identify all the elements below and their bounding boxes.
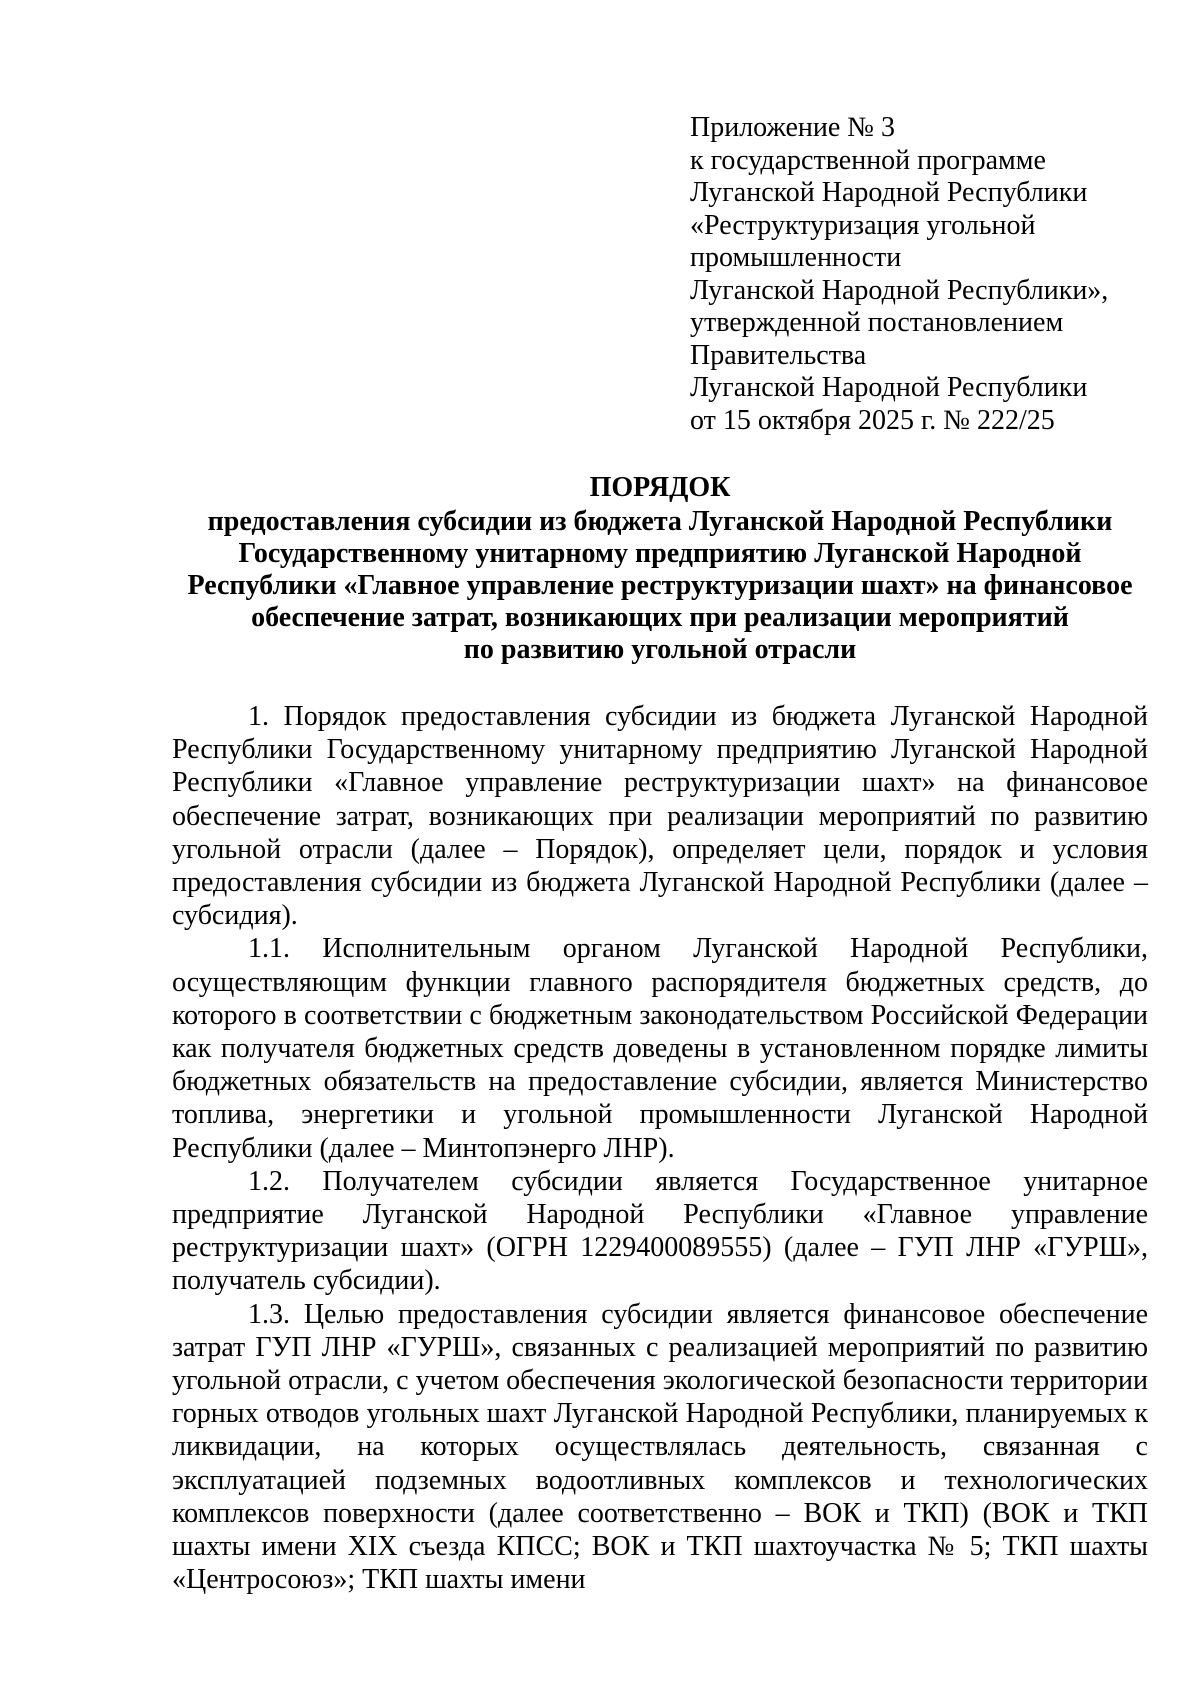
title-line: Государственному унитарному предприятию Луганской Народной <box>238 538 1082 569</box>
appendix-line: к государственной программе <box>690 144 1046 176</box>
title-line: Республики «Главное управление реструктуризации шахт» на финансовое <box>187 570 1133 601</box>
appendix-line: Приложение № 3 <box>690 112 895 143</box>
title-line: обеспечение затрат, возникающих при реализации мероприятий <box>251 602 1069 633</box>
paragraph-1: 1. Порядок предоставления субсидии из бюджета Луганской Народной Республики Государственному унитарному предприятию Луганской Народной Республики «Главное управление реструктуризации шахт» на финансовое обеспечение затрат, возникающих при реализации мероприятий по развитию угольной отрасли (далее – Порядок), определяет цели, порядок и условия предоставления субсидии из бюджета Луганской Народной Республики (далее – субсидия). <box>172 701 1148 932</box>
paragraph-1-3: 1.3. Целью предоставления субсидии является финансовое обеспечение затрат ГУП ЛНР «ГУРШ», связанных с реализацией мероприятий по развитию угольной отрасли, с учетом обеспечения экологической безопасности территории горных отводов угольных шахт Луганской Народной Республики, планируемых к ликвидации, на которых осуществлялась деятельность, связанная с эксплуатацией подземных водоотливных комплексов и технологических комплексов поверхности (далее соответственно – ВОК и ТКП) (ВОК и ТКП шахты имени XIX съезда КПСС; ВОК и ТКП шахтоучастка № 5; ТКП шахты «Центросоюз»; ТКП шахты имени <box>172 1298 1148 1596</box>
appendix-line: Правительства <box>690 339 867 371</box>
appendix-line: от 15 октября 2025 г. № 222/25 <box>690 404 1055 436</box>
document-title <box>172 472 1148 666</box>
title-line: предоставления субсидии из бюджета Луганской Народной Республики <box>207 506 1113 537</box>
appendix-line: утвержденной постановлением <box>690 307 1064 338</box>
paragraph-1-1: 1.1. Исполнительным органом Луганской Народной Республики, осуществляющим функции главного распорядителя бюджетных средств, до которого в соответствии с бюджетным законодательством Российской Федерации как получателя бюджетных средств доведены в установленном порядке лимиты бюджетных обязательств на предоставление субсидии, является Министерство топлива, энергетики и угольной промышленности Луганской Народной Республики (далее – Минтопэнерго ЛНР). <box>172 933 1148 1164</box>
appendix-header <box>690 112 1170 437</box>
appendix-line: промышленности <box>690 242 902 273</box>
title-main: ПОРЯДОК <box>589 472 731 503</box>
document-body <box>172 700 1148 1596</box>
appendix-line: Луганской Народной Республики <box>690 177 1088 208</box>
paragraph-1-2: 1.2. Получателем субсидии является Государственное унитарное предприятие Луганской Народной Республики «Главное управление реструктуризации шахт» (ОГРН 1229400089555) (далее – ГУП ЛНР «ГУРШ», получатель субсидии). <box>172 1165 1148 1297</box>
title-line: по развитию угольной отрасли <box>463 634 857 665</box>
appendix-line: Луганской Народной Республики <box>690 372 1088 403</box>
appendix-line: Луганской Народной Республики», <box>690 274 1109 306</box>
appendix-line: «Реструктуризация угольной <box>690 209 1036 241</box>
